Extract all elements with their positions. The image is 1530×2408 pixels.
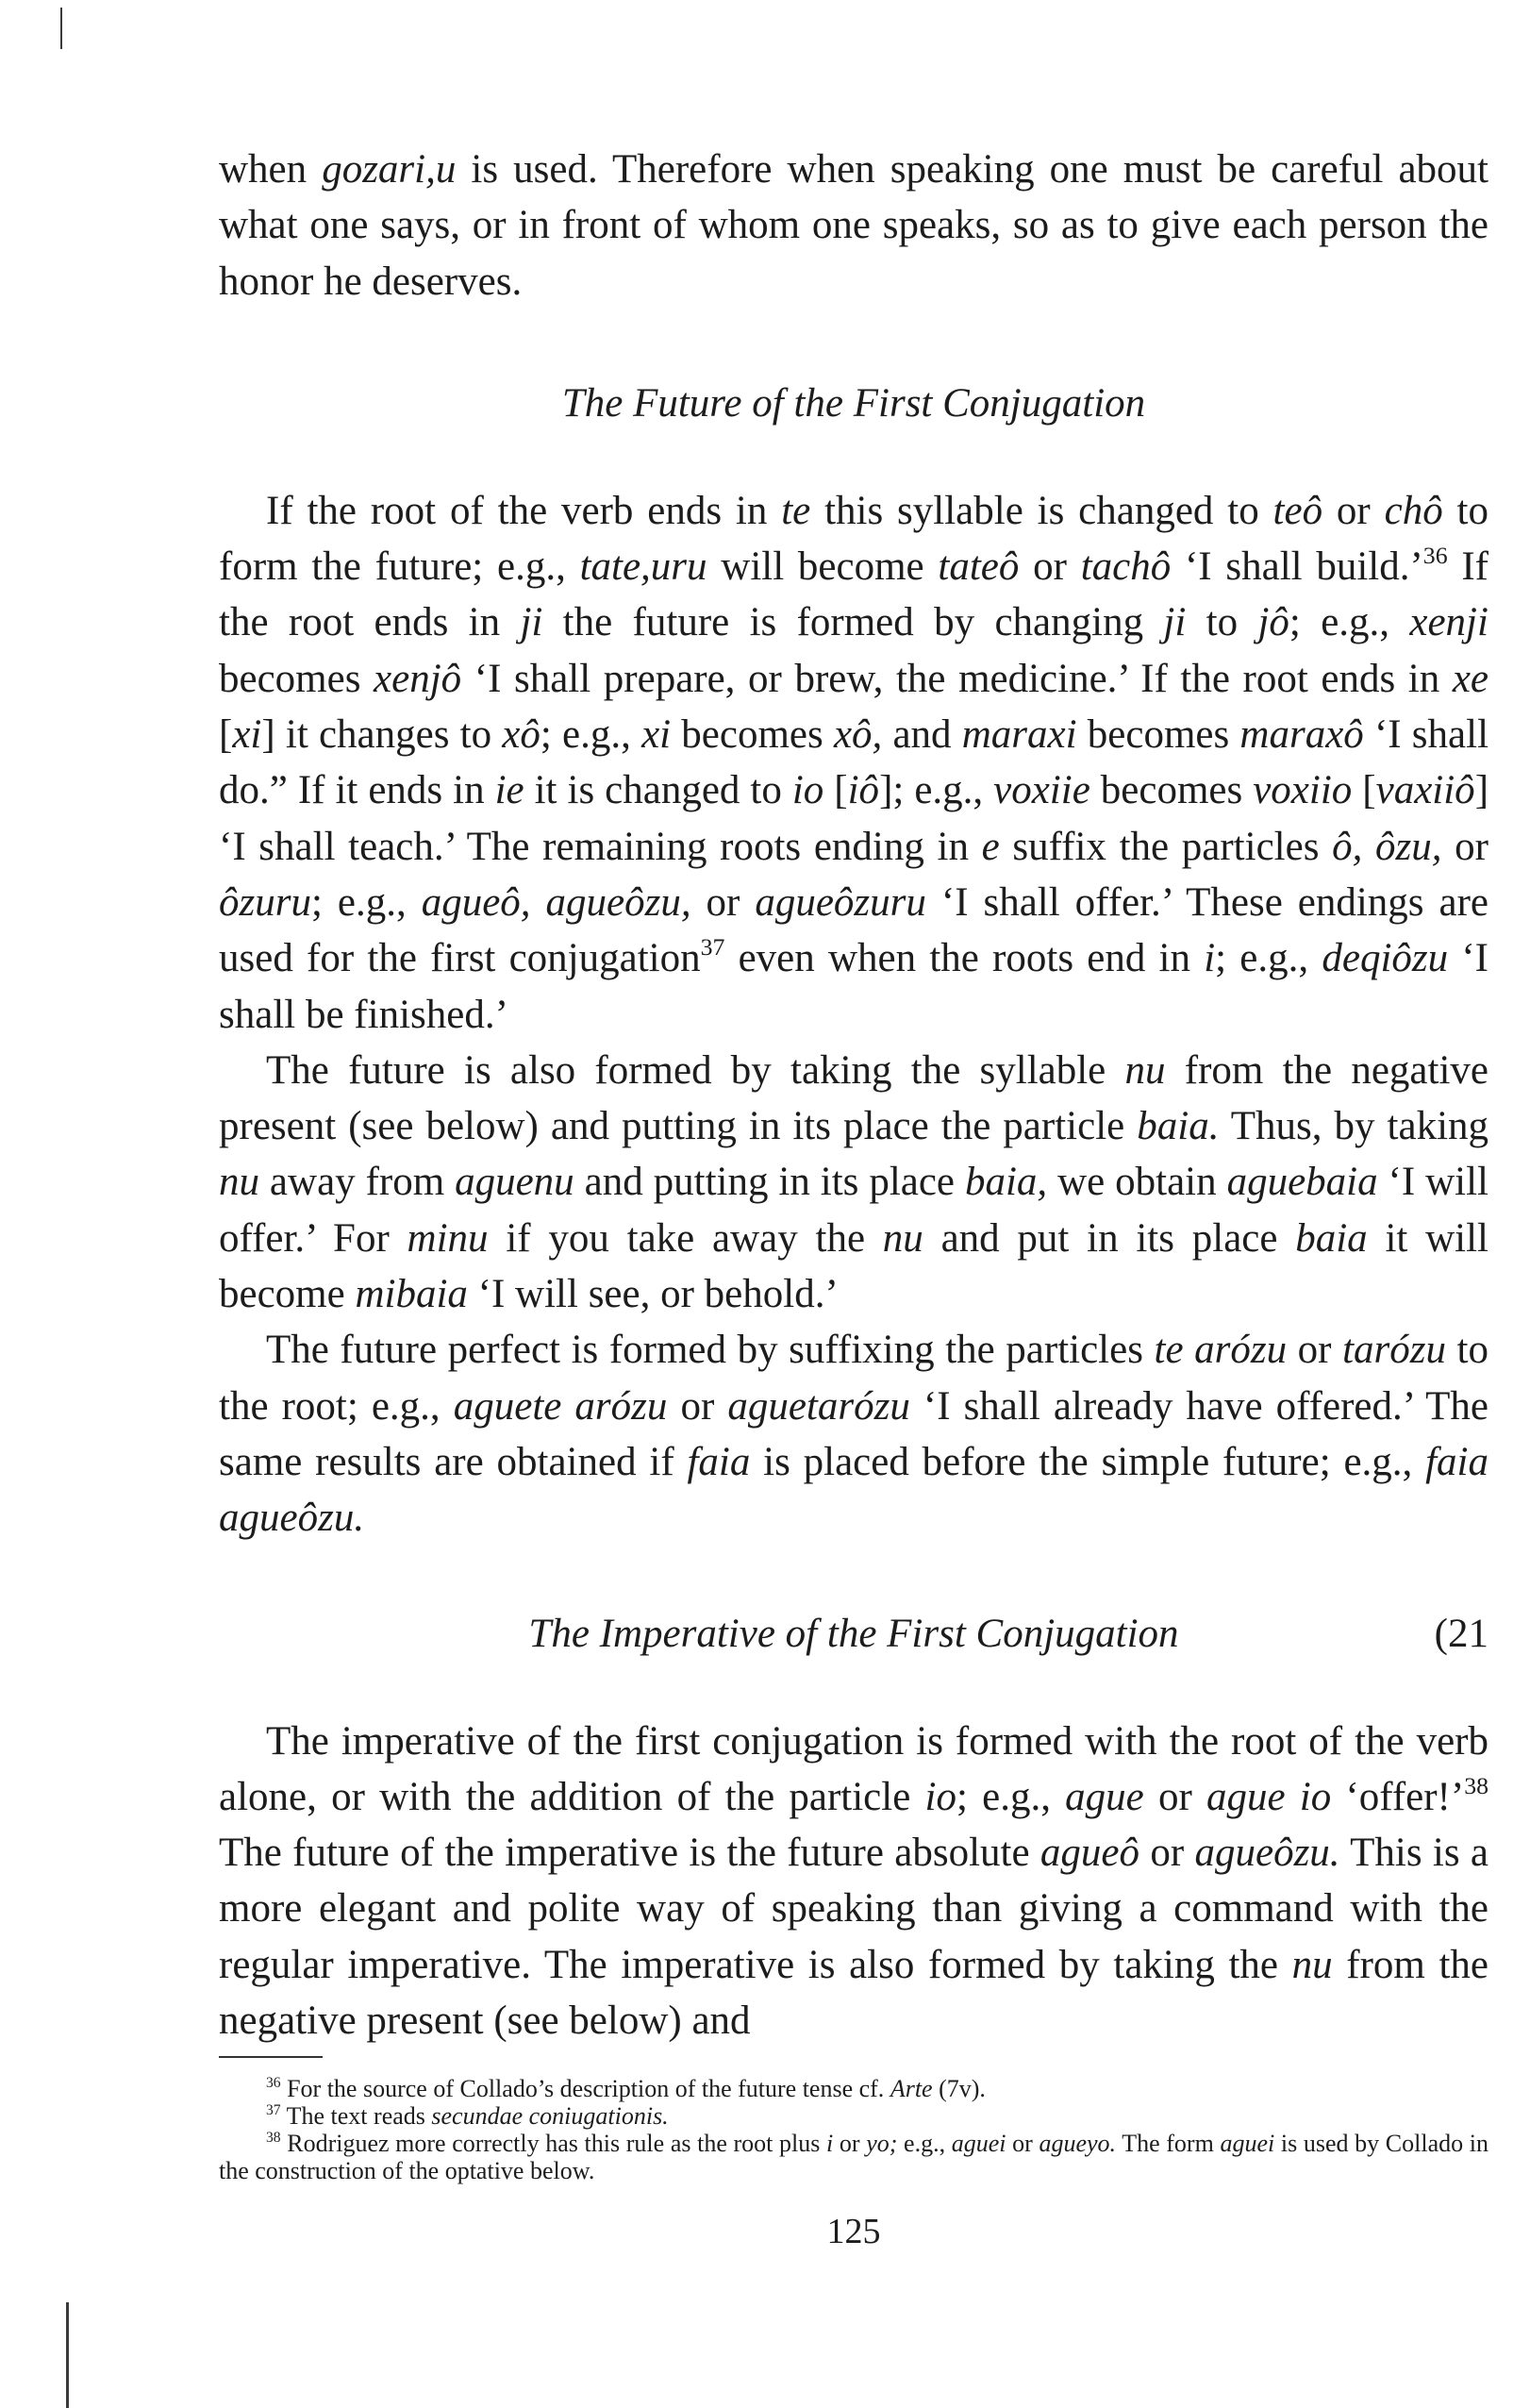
section-marker: (21 xyxy=(1434,1611,1488,1656)
binding-edge-mark-bottom xyxy=(66,2302,69,2408)
binding-edge-mark-top xyxy=(60,8,62,49)
future-paragraph-3: The future perfect is formed by suffixing the particles te arózu or tarózu to the root; e.g., aguete arózu or aguetarózu ‘I shall already have offered.’ The same results are obtained if faia is placed before the simple future; e.g., faia agueôzu. xyxy=(219,1328,1489,1541)
footnote-rule xyxy=(219,2056,323,2058)
heading-future-first-conjugation: The Future of the First Conjugation xyxy=(561,380,1146,426)
future-paragraph-1: If the root of the verb ends in te this syllable is changed to teô or chô to form the future; e.g., tate,uru will become tateô or tachô ‘I shall build.’$^{36}$ If the root ends in ji the future is formed by changing ji to jô; e.g., xenji becomes xenjô ‘I shall prepare, or brew, the medicine.’ If the root ends in xe [xi] it changes to xô; e.g., xi becomes xô, and maraxi becomes maraxô ‘I shall do.” If it ends in ie it is changed to io [iô]; e.g., voxiie becomes voxiio [vaxiiô] ‘I shall teach.’ The remaining roots ending in e suffix the particles ô, ôzu, or ôzuru; e.g., agueô, agueôzu, or agueôzuru ‘I shall offer.’ These endings are used for the first conjugation$^{37}$ even when the roots end in i; e.g., deqiôzu ‘I shall be finished.’ xyxy=(219,488,1489,1037)
opening-paragraph: when gozari,u is used. Therefore when speaking one must be careful about what one says, or in front of whom one speaks, so as to give each person the honor he deserves. xyxy=(219,147,1489,304)
heading-imperative-first-conjugation xyxy=(219,1606,1488,1662)
footnote-38: $^{38}$ Rodriguez more correctly has this rule as the root plus i or yo; e.g., aguei or agueyo. The form aguei is used by Collado in the construction of the optative below. xyxy=(219,2130,1488,2185)
heading-imperative-text: The Imperative of the First Conjugation xyxy=(528,1611,1179,1656)
imperative-paragraph: The imperative of the first conjugation is formed with the root of the verb alone, or with the addition of the particle io; e.g., ague or ague io ‘offer!’$^{38}$ The future of the imperative is the future absolute agueô or agueôzu. This is a more elegant and polite way of speaking than giving a command with the regular imperative. The imperative is also formed by taking the nu from the negative present (see below) and xyxy=(219,1718,1488,2044)
footnote-37: $^{37}$ The text reads secundae coniugationis. xyxy=(266,2102,669,2131)
page-text xyxy=(219,142,1488,2252)
future-paragraph-2: The future is also formed by taking the syllable nu from the negative present (see below) and putting in its place the particle baia. Thus, by taking nu away from aguenu and putting in its place baia, we obtain aguebaia ‘I will offer.’ For minu if you take away the nu and put in its place baia it will become mibaia ‘I will see, or behold.’ xyxy=(219,1047,1489,1317)
page-number: 125 xyxy=(826,2212,881,2252)
footnote-36: $^{36}$ For the source of Collado’s description of the future tense cf. Arte (7v). xyxy=(266,2075,986,2103)
